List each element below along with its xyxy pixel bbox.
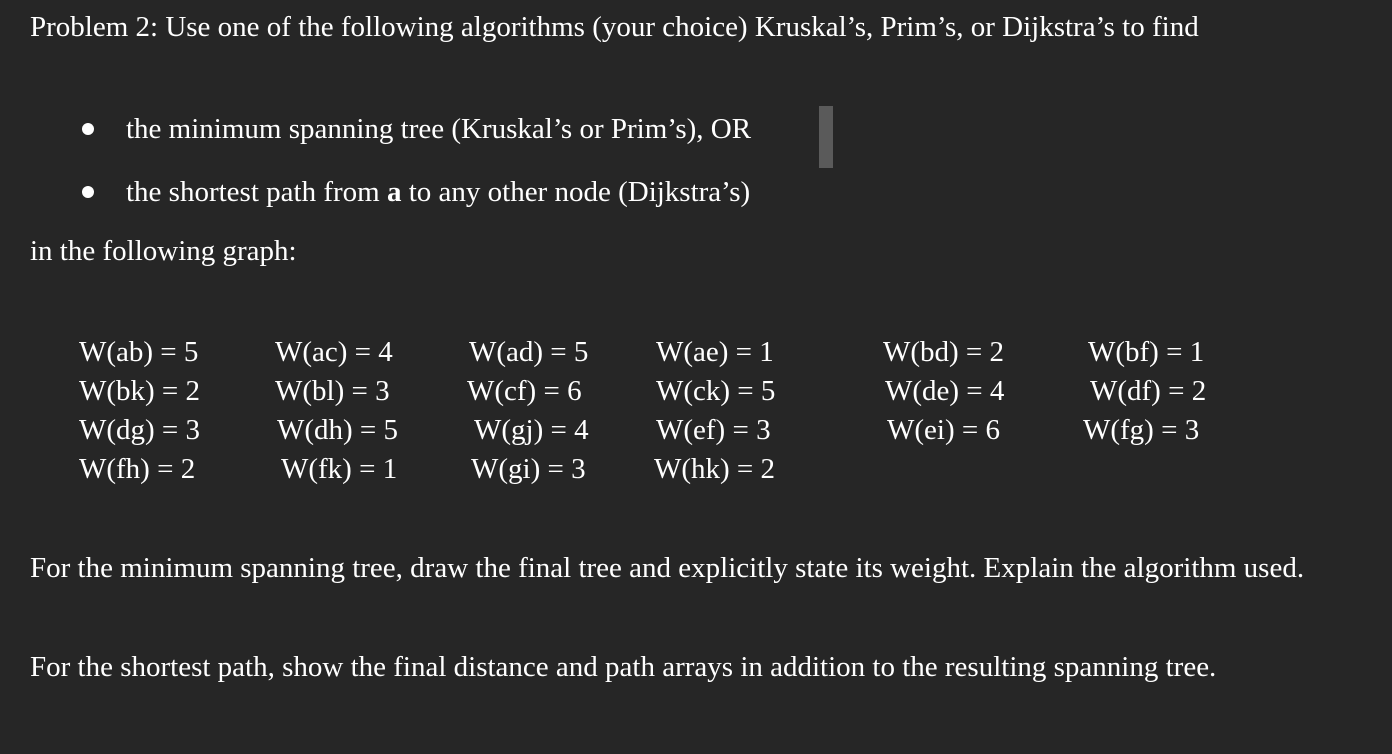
edge-weight: W(bf) = 1 <box>1088 336 1205 368</box>
edge-weight: W(ae) = 1 <box>656 336 774 368</box>
edge-weight: W(de) = 4 <box>885 375 1005 407</box>
edge-weight: W(hk) = 2 <box>654 453 776 485</box>
edge-weight: W(dh) = 5 <box>277 414 399 446</box>
bullet-text-before: the shortest path from <box>126 176 387 208</box>
edge-weight: W(bk) = 2 <box>79 375 201 407</box>
edge-weight: W(gi) = 3 <box>471 453 586 485</box>
edge-weight: W(bl) = 3 <box>275 375 390 407</box>
edge-weight: W(cf) = 6 <box>467 375 582 407</box>
edge-weight: W(fh) = 2 <box>79 453 196 485</box>
bullet-text-after: to any other node (Dijkstra’s) <box>401 176 751 208</box>
problem-statement: Problem 2: Use one of the following algorithms (your choice) Kruskal’s, Prim’s, or Dijkstra’s to find <box>30 11 1199 43</box>
edge-weight: W(ei) = 6 <box>887 414 1000 446</box>
mst-instruction: For the minimum spanning tree, draw the final tree and explicitly state its weight. Explain the algorithm used. <box>30 552 1305 584</box>
text-cursor <box>819 106 833 168</box>
source-node-label: a <box>386 176 402 208</box>
bullet-text-mst: the minimum spanning tree (Kruskal’s or Prim’s), OR <box>126 113 752 145</box>
edge-weight: W(df) = 2 <box>1090 375 1207 407</box>
shortest-path-instruction: For the shortest path, show the final distance and path arrays in addition to the resulting spanning tree. <box>30 651 1217 683</box>
bullet-icon <box>82 186 94 198</box>
edge-weight: W(ad) = 5 <box>469 336 589 368</box>
edge-weight: W(ef) = 3 <box>656 414 771 446</box>
bullet-text-shortest-path <box>126 172 750 212</box>
edge-weight: W(ab) = 5 <box>79 336 199 368</box>
edge-weight: W(gj) = 4 <box>474 414 589 446</box>
edge-weight: W(bd) = 2 <box>883 336 1005 368</box>
bullet-icon <box>82 123 94 135</box>
edge-weight: W(fk) = 1 <box>281 453 398 485</box>
edge-weight: W(ac) = 4 <box>275 336 393 368</box>
intro-text: in the following graph: <box>30 235 297 267</box>
edge-weight: W(fg) = 3 <box>1083 414 1200 446</box>
edge-weight: W(dg) = 3 <box>79 414 201 446</box>
edge-weight: W(ck) = 5 <box>656 375 776 407</box>
